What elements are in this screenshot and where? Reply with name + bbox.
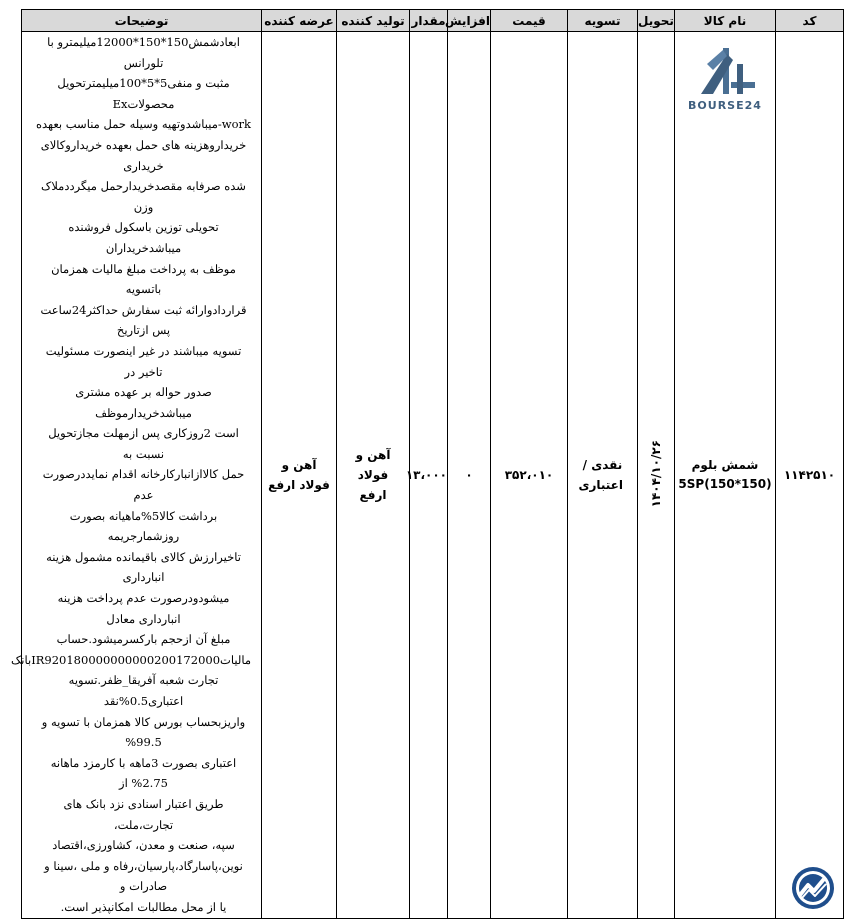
bourse24-logo xyxy=(675,46,775,112)
description-line: ابعادشمش150*150*12000میلیمترو با تلورانس xyxy=(47,35,240,70)
cell-name xyxy=(675,32,776,919)
header-producer: تولید کننده xyxy=(337,10,410,32)
description-line: خریداروهزینه های حمل بعهده خریداروکالای خریداری xyxy=(40,137,247,173)
description-line: واریزبحساب بورس کالا همزمان با تسویه و 99.5% xyxy=(41,714,246,750)
delivery-date: ۱۴۰۴/۱۰/۲۶ xyxy=(649,439,663,507)
header-name: نام کالا xyxy=(675,10,776,32)
description-line: یا از محل مطالبات امکانپذیر است. xyxy=(60,899,227,914)
table-row xyxy=(22,32,844,919)
description-line: سپه، صنعت و معدن، کشاورزی،اقتصاد xyxy=(52,838,235,853)
description-line: قراردادوارائه ثبت سفارش حداکثر24ساعت پس ازتاریخ xyxy=(40,302,247,338)
increase-value: ۰ xyxy=(465,467,473,482)
description-line: برداشت کالا5%ماهیانه بصورت روزشمارجریمه xyxy=(69,508,218,544)
header-supplier: عرضه کننده xyxy=(262,10,337,32)
header-row xyxy=(22,10,844,32)
trend-badge-icon xyxy=(790,865,836,914)
header-code: کد xyxy=(776,10,844,32)
description-text xyxy=(11,32,261,918)
price-value: ۳۵۲،۰۱۰ xyxy=(504,467,554,482)
description-line: موظف به پرداخت مبلغ مالیات همزمان باتسویه xyxy=(51,261,236,297)
description-line: طریق اعتبار اسنادی نزد بانک های تجارت،ملت، xyxy=(63,796,224,832)
cell-price xyxy=(491,32,568,919)
cell-producer xyxy=(337,32,410,919)
header-increase: افزایش xyxy=(448,10,491,32)
offer-table xyxy=(11,9,844,919)
cell-increase xyxy=(448,32,491,919)
description-line: تحویلی توزین باسکول فروشنده میباشدخریداران xyxy=(68,220,219,255)
header-description: توضیحات xyxy=(22,10,262,32)
product-name: شمش بلوم 5SP(150*150) xyxy=(678,457,772,491)
description-line: مبلغ آن ازحجم بارکسرمیشود.حساب xyxy=(56,632,231,647)
description-line: حمل کالاازانبارکارخانه اقدام نمایددرصورت عدم xyxy=(42,467,245,503)
description-line: تجارت شعبه آفریقا_ظفر.تسویه اعتباری0.5%نقد xyxy=(68,673,219,708)
description-line: میشودودرصورت عدم پرداخت هزینه انبارداری معادل xyxy=(57,591,230,626)
description-line: اعتباری بصورت 3ماهه با کارمزد ماهانه 2.75% از xyxy=(50,755,237,791)
settlement-value: نقدی / اعتباری xyxy=(578,457,623,492)
description-line: مثبت و منفی5*5*100میلیمترتحویل محصولاتEx xyxy=(57,76,230,111)
code-value: ۱۱۴۲۵۱۰ xyxy=(783,467,836,482)
producer-value: آهن و فولاد ارفع xyxy=(355,447,391,502)
supplier-value: آهن و فولاد ارفع xyxy=(268,457,330,492)
header-price: قیمت xyxy=(491,10,568,32)
description-line: work-میباشدوتهیه وسیله حمل مناسب بعهده xyxy=(36,117,251,132)
cell-quantity xyxy=(405,32,448,919)
description-line: مالیاتIR920180000000000200172000بانک xyxy=(11,652,251,667)
cell-description xyxy=(11,32,262,919)
header-quantity: مقدار xyxy=(410,10,448,32)
cell-code xyxy=(776,32,844,919)
description-line: است 2روزکاری پس ازمهلت مجازتحویل نسبت به xyxy=(48,426,239,461)
cell-delivery xyxy=(638,32,675,919)
description-line: نوین،پاسارگاد،پارسیان،رفاه و ملی ،سینا و صادرات و xyxy=(44,858,243,894)
description-line: تاخیرارزش کالای باقیمانده مشمول هزینه انبارداری xyxy=(46,549,241,585)
quantity-value: ۱۳،۰۰۰ xyxy=(405,467,447,482)
header-delivery: تحویل xyxy=(638,10,675,32)
header-settlement: تسویه xyxy=(568,10,638,32)
description-line: شده صرفابه مقصدخریدارحمل میگرددملاک وزن xyxy=(41,179,246,214)
cell-settlement xyxy=(568,32,638,919)
logo-text: BOURSE24 xyxy=(688,99,762,112)
description-line: صدور حواله بر عهده مشتری میباشدخریدارموظف xyxy=(75,385,212,420)
cell-supplier xyxy=(262,32,337,919)
description-line: تسویه میباشند در غیر اینصورت مسئولیت تاخیر در xyxy=(45,343,242,379)
